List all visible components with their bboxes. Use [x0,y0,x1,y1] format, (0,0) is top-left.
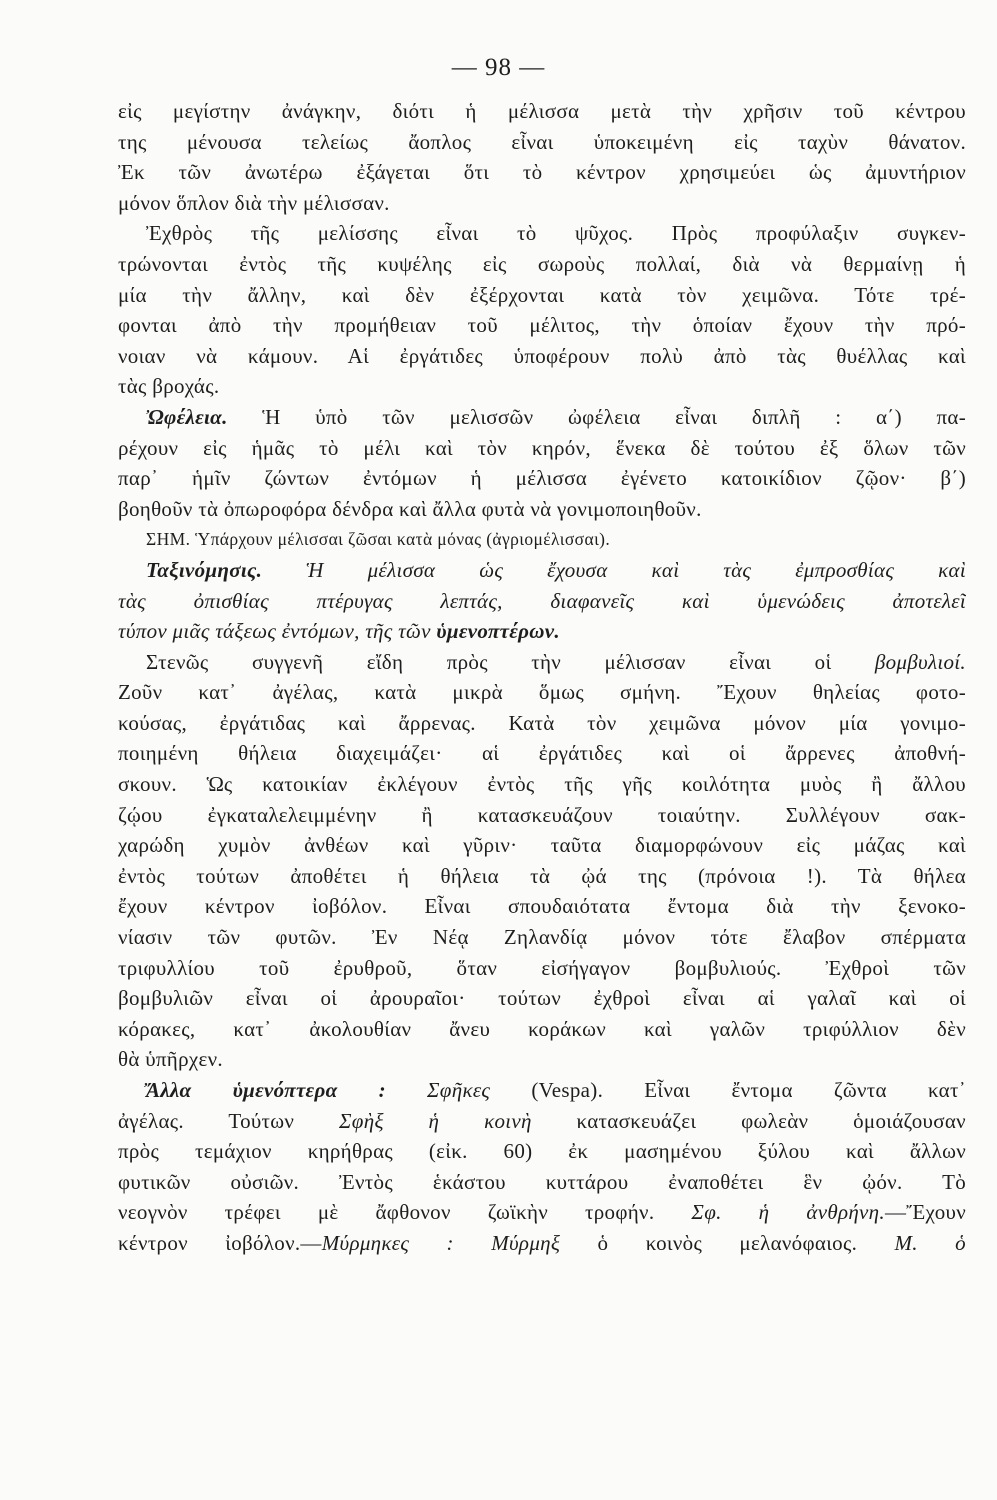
text-segment: Ζοῦν κατ᾽ ἀγέλας, κατὰ μικρὰ ὅμως σμήνη. Ἔχουν θηλείας φοτο- [118,680,966,705]
text-line [118,1136,966,1167]
body-text [118,96,966,1259]
text-line [118,586,966,617]
text-segment: παρ᾽ ἡμῖν ζώντων ἐντόμων ἡ μέλισσα ἐγένετο κατοικίδιον ζῷον· β΄) [118,466,966,491]
text-segment: ἀγέλας. Τούτων [118,1108,340,1133]
italic-text: Μύρμηξ [491,1230,561,1255]
text-line [118,647,966,678]
text-line [118,524,966,555]
bold-term: ὑμενοπτέρων. [436,619,560,644]
text-line [118,310,966,341]
text-segment: Στενῶς συγγενῆ εἴδη πρὸς τὴν μέλισσαν εἶναι οἱ [146,649,875,674]
text-segment: τρώνονται ἐντὸς τῆς κυψέλης εἰς σωροὺς πολλαί, διὰ νὰ θερμαίνῃ ἡ [118,251,966,276]
text-line [118,1044,966,1075]
text-line [118,1075,966,1106]
text-line [118,1106,966,1137]
text-line [118,677,966,708]
text-line [118,157,966,188]
text-line [118,371,966,402]
text-line [118,402,966,433]
text-segment: κόρακες, κατ᾽ ἀκολουθίαν ἄνευ κοράκων καὶ γαλῶν τριφύλλιον δὲν [118,1016,966,1041]
text-segment: κούσας, ἐργάτιδας καὶ ἄρρενας. Κατὰ τὸν χειμῶνα μόνον μία γονιμο- [118,710,966,735]
text-line [118,188,966,219]
text-line [118,494,966,525]
text-segment: μόνον ὅπλον διὰ τὴν μέλισσαν. [118,190,390,215]
bold-term: Ὠφέλεια. [146,404,228,429]
bold-term: Ταξινόμησις. [146,557,263,582]
text-line [118,830,966,861]
text-segment: νίασιν τῶν φυτῶν. Ἐν Νέᾳ Ζηλανδίᾳ μόνον τότε ἔλαβον σπέρματα [118,925,966,950]
text-segment: ἔχουν κέντρον ἰοβόλον. Εἶναι σπουδαιότατα ἔντομα διὰ τὴν ξενοκο- [118,894,966,919]
text-segment: φυτικῶν οὐσιῶν. Ἐντὸς ἑκάστου κυττάρου ἐναποθέτει ἓν ᾠόν. Τὸ [118,1169,966,1194]
text-segment: θὰ ὑπῆρχεν. [118,1047,223,1072]
text-segment [454,1231,491,1255]
text-line [118,96,966,127]
text-line [118,738,966,769]
text-line [118,218,966,249]
text-segment: ἐντὸς τούτων ἀποθέτει ἡ θήλεια τὰ ᾠά της (πρόνοια !). Τὰ θήλεα [118,863,966,888]
text-segment: νοιαν νὰ κάμουν. Αἱ ἐργάτιδες ὑποφέρουν πολὺ ἀπὸ τὰς θυέλλας καὶ [118,343,966,368]
text-line [118,922,966,953]
italic-text: Σφὴξ ἡ κοινὴ [339,1108,532,1133]
text-line [118,341,966,372]
text-line [118,769,966,800]
text-segment: ΣΗΜ. Ὑπάρχουν μέλισσαι ζῶσαι κατὰ μόνας (ἀγριομέλισσαι). [146,529,611,550]
text-segment: ρέχουν εἰς ἡμᾶς τὸ μέλι καὶ τὸν κηρόν, ἕνεκα δὲ τούτου ἐξ ὅλων τῶν [118,435,966,460]
text-line [118,861,966,892]
italic-text: Μ. ὁ [894,1230,966,1255]
text-line [118,280,966,311]
text-segment: σκουν. Ὡς κατοικίαν ἐκλέγουν ἐντὸς τῆς γῆς κοιλότητα μυὸς ἢ ἄλλου [118,772,966,797]
text-line [118,800,966,831]
italic-text: τύπον μιᾶς τάξεως ἐντόμων, τῆς τῶν [118,619,437,644]
text-segment: εἰς μεγίστην ἀνάγκην, διότι ἡ μέλισσα μετὰ τὴν χρῆσιν τοῦ κέντρου [118,99,966,123]
text-line [118,891,966,922]
text-segment: Ἐκ τῶν ἀνωτέρω ἐξάγεται ὅτι τὸ κέντρον χρησιμεύει ὡς ἀμυντήριον [118,160,966,185]
text-line [118,1228,966,1259]
text-segment: νεογνὸν τρέφει μὲ ἄφθονον ζωϊκὴν τροφήν. [118,1200,692,1225]
text-line [118,433,966,464]
text-line [118,555,966,586]
italic-text: Σφῆκες [427,1078,491,1102]
text-line [118,127,966,158]
text-line [118,953,966,984]
text-segment: κατασκευάζει φωλεὰν ὁμοιάζουσαν [531,1108,966,1133]
text-line [118,1197,966,1228]
italic-text: τὰς ὀπισθίας πτέρυγας λεπτάς, διαφανεῖς καὶ ὑμενώδεις ἀποτελεῖ [118,588,966,613]
text-segment: βοηθοῦν τὰ ὀπωροφόρα δένδρα καὶ ἄλλα φυτὰ νὰ γονιμοποιηθοῦν. [118,496,702,521]
text-segment: βομβυλιῶν εἶναι οἱ ἀρουραῖοι· τούτων ἐχθροὶ εἶναι αἱ γαλαῖ καὶ οἱ [118,986,966,1011]
italic-text: Ἡ μέλισσα ὡς ἔχουσα καὶ τὰς ἐμπροσθίας καὶ [262,557,966,582]
text-segment: χαρώδη χυμὸν ἀνθέων καὶ γῦριν· ταῦτα διαμορφώνουν εἰς μάζας καὶ [118,833,966,858]
text-segment: ζῴου ἐγκαταλελειμμένην ἢ κατασκευάζουν τοιαύτην. Συλλέγουν σακ- [118,802,966,827]
text-segment: πρὸς τεμάχιον κηρήθρας (εἰκ. 60) ἐκ μασημένου ξύλου καὶ ἄλλων [118,1139,966,1164]
italic-text: Σφ. ἡ ἀνθρήνη. [691,1200,885,1225]
text-segment: Ἐχθρὸς τῆς μελίσσης εἶναι τὸ ψῦχος. Πρὸς προφύλαξιν συγκεν- [146,221,966,246]
text-segment: ποιημένη θήλεια διαχειμάζει· αἱ ἐργάτιδες καὶ οἱ ἄρρενες ἀποθνή- [118,741,966,766]
italic-text: βομβυλιοί. [874,649,966,674]
italic-text: Μύρμηκες : [321,1230,454,1255]
text-segment: ὁ κοινὸς μελανόφαιος. [560,1230,895,1255]
text-segment: τριφυλλίου τοῦ ἐρυθροῦ, ὅταν εἰσήγαγον βομβυλιούς. Ἐχθροὶ τῶν [118,955,966,980]
text-line [118,983,966,1014]
text-segment: κέντρον ἰοβόλον.— [118,1230,322,1255]
text-segment: (Vespa). Εἶναι ἔντομα ζῶντα κατ᾽ [490,1078,966,1102]
text-segment: μία τὴν ἄλλην, καὶ δὲν ἐξέρχονται κατὰ τὸν χειμῶνα. Τότε τρέ- [118,282,966,307]
page-number: — 98 — [451,54,546,81]
text-segment: τὰς βροχάς. [118,374,220,399]
text-segment: —Ἔχουν [884,1200,966,1225]
text-line [118,708,966,739]
text-line [118,1167,966,1198]
text-segment: φονται ἀπὸ τὴν προμήθειαν τοῦ μέλιτος, τὴν ὁποίαν ἔχουν τὴν πρό- [118,313,966,338]
text-line [118,249,966,280]
text-segment: της μένουσα τελείως ἄοπλος εἶναι ὑποκειμένη εἰς ταχὺν θάνατον. [118,129,966,154]
bold-term: Ἄλλα ὑμενόπτερα : [146,1078,386,1102]
text-line [118,616,966,647]
text-line [118,1014,966,1045]
text-line [118,463,966,494]
text-segment [386,1078,427,1102]
text-segment: Ἡ ὑπὸ τῶν μελισσῶν ὠφέλεια εἶναι διπλῆ : α΄) πα- [227,404,966,429]
